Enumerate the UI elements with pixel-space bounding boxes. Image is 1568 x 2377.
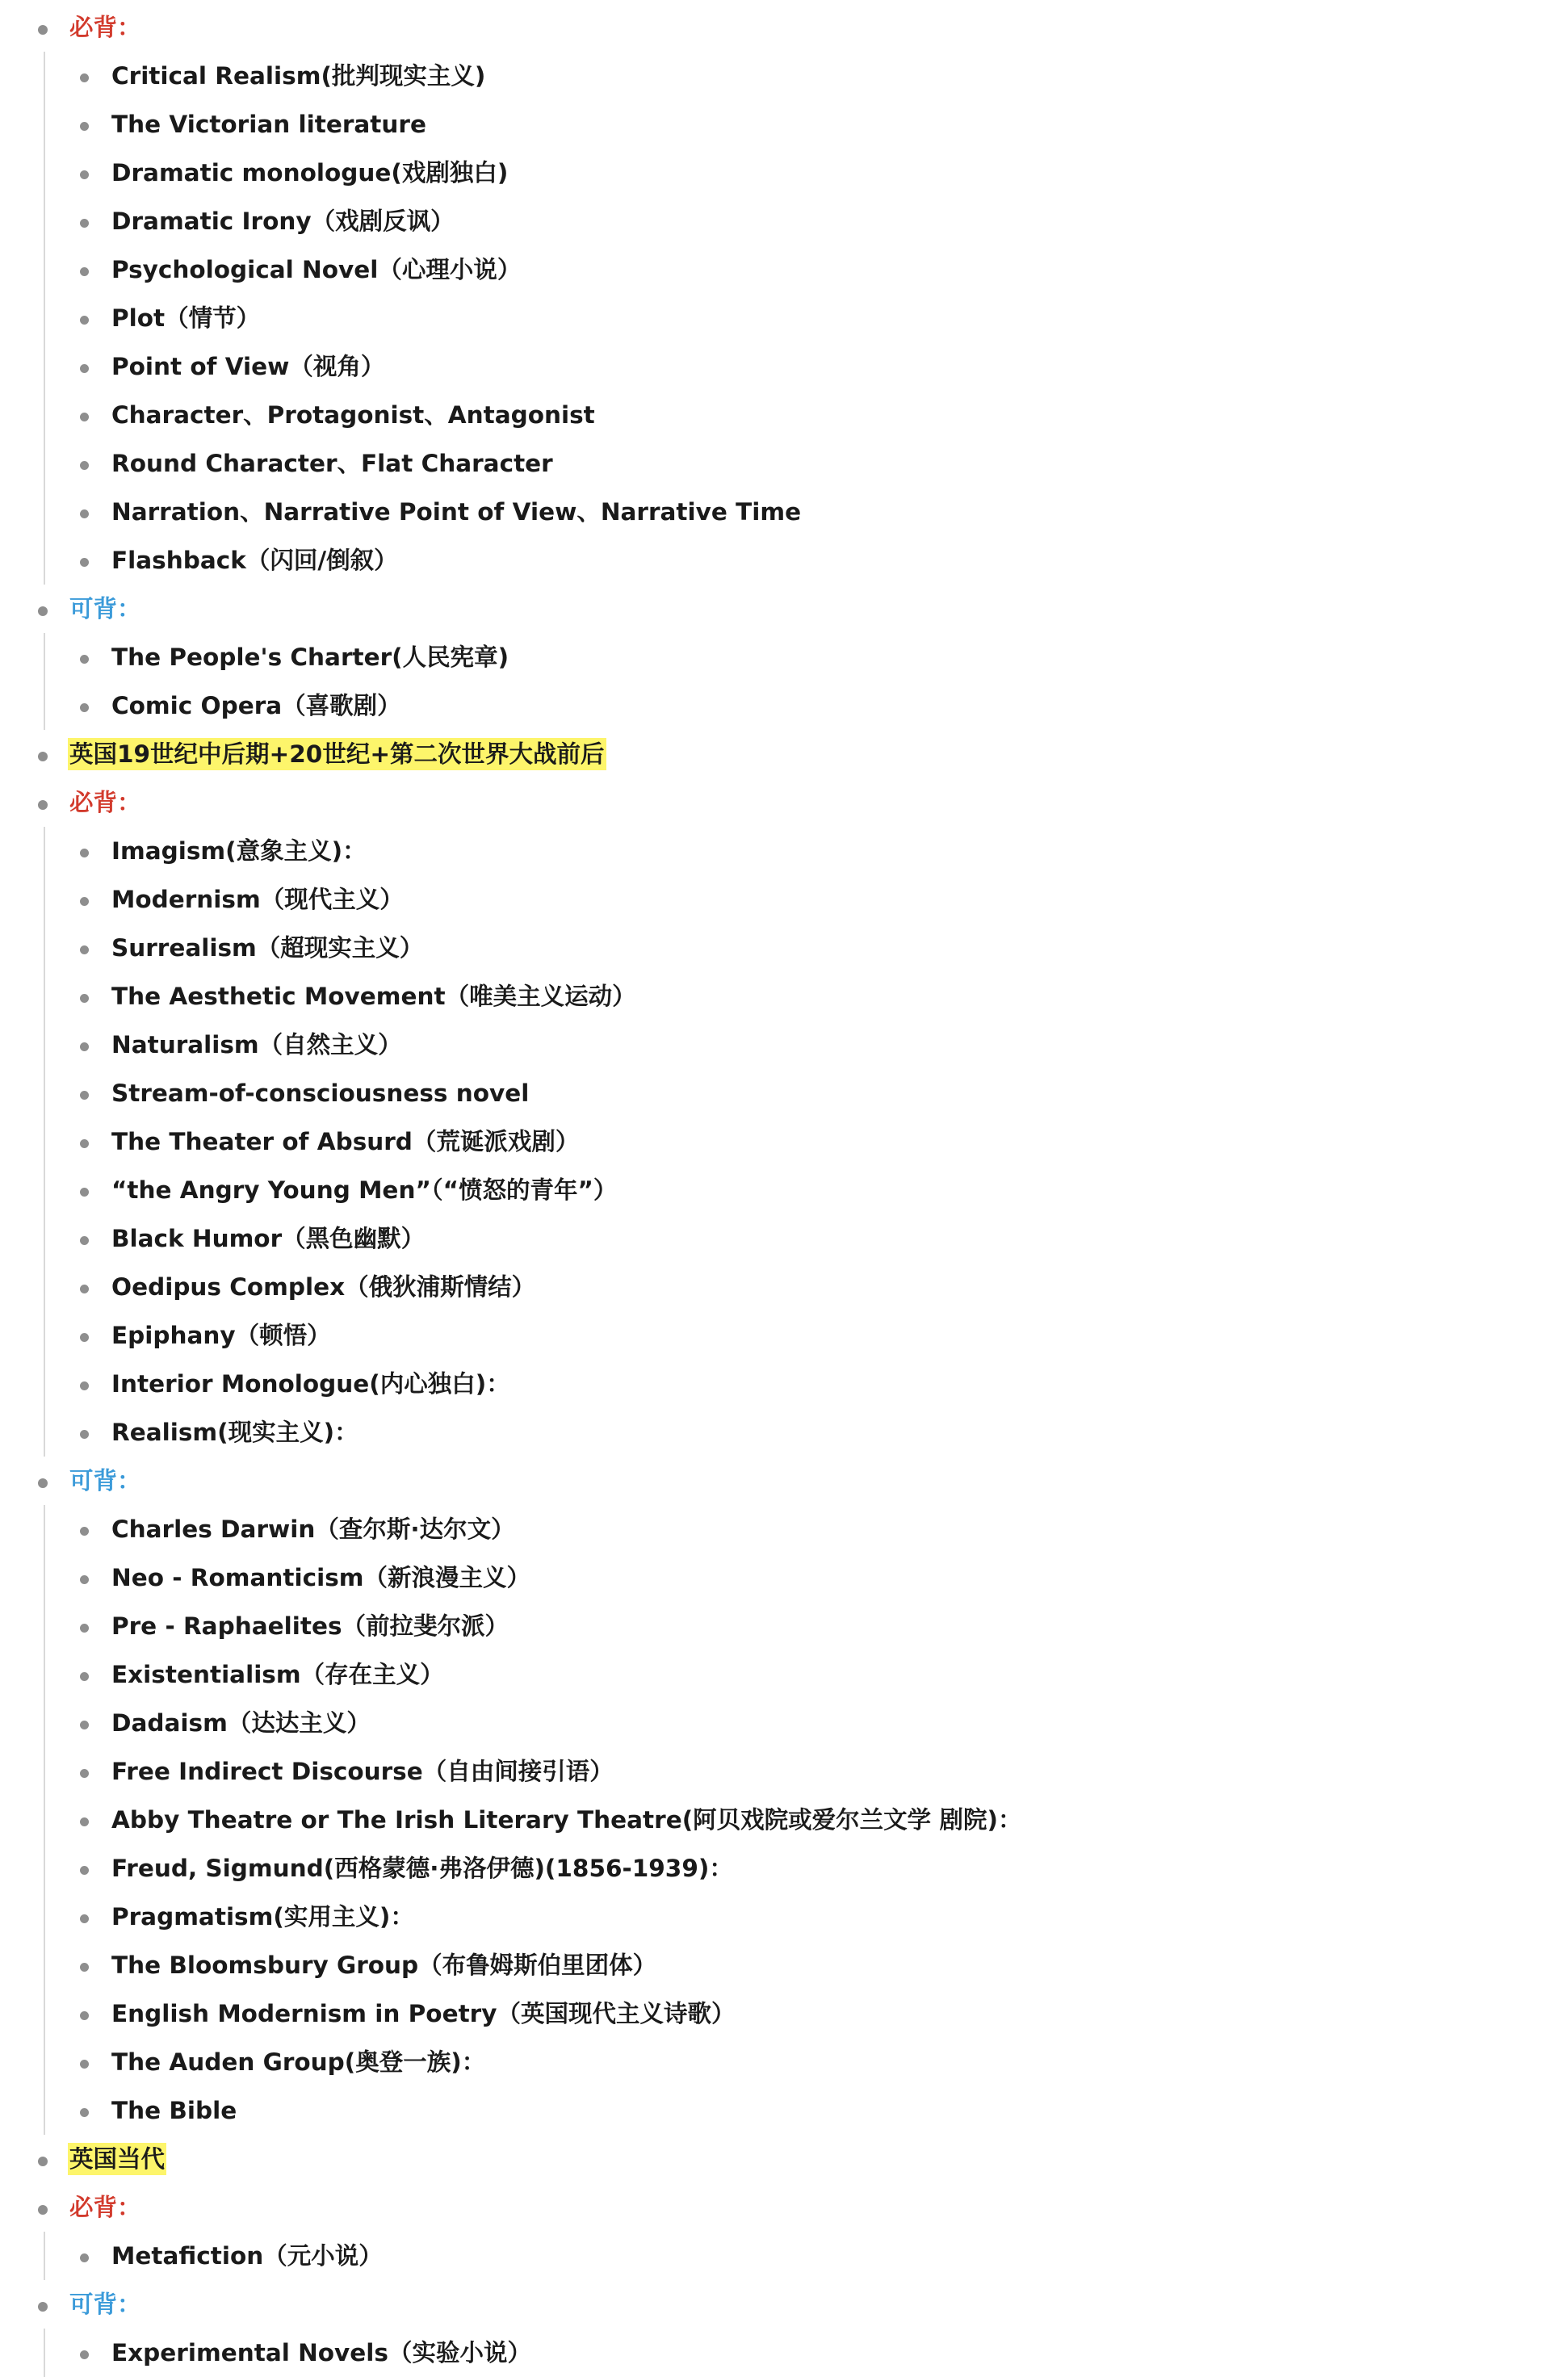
outline-item-text: Neo - Romanticism（新浪漫主义） [111,1564,530,1591]
indent-guide [44,2329,45,2377]
bullet-icon[interactable] [80,122,89,131]
outline-item-text: Psychological Novel（心理小说） [111,256,522,283]
outline-heading[interactable] [0,778,1568,827]
outline-item-text: Dramatic monologue(戏剧独白) [111,159,509,187]
bullet-icon[interactable] [38,25,48,35]
outline-item[interactable] [0,1166,1568,1214]
bullet-icon[interactable] [80,316,89,325]
bullet-icon[interactable] [80,1381,89,1390]
bullet-icon[interactable] [80,655,89,664]
bullet-icon[interactable] [80,1527,89,1536]
indent-guide [44,827,45,1457]
outline-heading[interactable] [0,1457,1568,1505]
outline-item-text: The Auden Group(奥登一族)： [111,2048,486,2076]
outline-item-text: Black Humor（黑色幽默） [111,1225,426,1252]
outline-item[interactable] [0,1311,1568,1360]
outline-item-text: Character、Protagonist、Antagonist [111,401,595,429]
outline-item[interactable] [0,2329,1568,2377]
outline-heading-text: 必背： [69,2194,141,2221]
outline-item[interactable] [0,633,1568,681]
outline-item[interactable] [0,342,1568,391]
bullet-icon[interactable] [38,606,48,616]
outline-item-text: English Modernism in Poetry（英国现代主义诗歌） [111,2000,736,2027]
outline-item[interactable] [0,2232,1568,2280]
bullet-icon[interactable] [80,1769,89,1778]
outline-item[interactable] [0,488,1568,536]
bullet-icon[interactable] [80,897,89,906]
bullet-icon[interactable] [80,267,89,276]
outline-item-text: Metafiction（元小说） [111,2242,383,2270]
outline-item-text: Free Indirect Discourse（自由间接引语） [111,1758,614,1785]
outline-item[interactable] [0,2086,1568,2135]
outline-item[interactable] [0,972,1568,1021]
outline-item-text: Pre - Raphaelites（前拉斐尔派） [111,1612,509,1640]
bullet-icon[interactable] [80,2108,89,2117]
bullet-icon[interactable] [80,1721,89,1729]
outline-item-text: Round Character、Flat Character [111,450,553,477]
indent-guide [44,633,45,730]
bullet-icon[interactable] [80,1139,89,1148]
outline-item[interactable] [0,1069,1568,1117]
outline-item[interactable] [0,1117,1568,1166]
bullet-icon[interactable] [80,2011,89,2020]
outline-item[interactable] [0,149,1568,197]
outline-item-text: Existentialism（存在主义） [111,1661,444,1688]
outline-item-text: Dramatic Irony（戏剧反讽） [111,208,455,235]
bullet-icon[interactable] [80,1624,89,1633]
outline-item-text: Critical Realism(批判现实主义) [111,62,486,90]
outline-item-text: Oedipus Complex（俄狄浦斯情结） [111,1273,536,1301]
outline-item-text: The Bloomsbury Group（布鲁姆斯伯里团体） [111,1951,657,1979]
outline-item[interactable] [0,681,1568,730]
outline-heading[interactable] [0,730,1568,778]
outline-item-text: The People's Charter(人民宪章) [111,644,509,671]
outline-heading[interactable] [0,2183,1568,2232]
outline-item[interactable] [0,1505,1568,1553]
outline-item[interactable] [0,1989,1568,2038]
bullet-icon[interactable] [80,849,89,857]
bullet-icon[interactable] [80,1914,89,1923]
outline-item[interactable] [0,1360,1568,1408]
bullet-icon[interactable] [80,219,89,228]
outline-heading-text: 可背： [69,1467,141,1495]
outline-item[interactable] [0,1699,1568,1747]
outline-item[interactable] [0,1021,1568,1069]
outline-item[interactable] [0,2038,1568,2086]
bullet-icon[interactable] [80,2060,89,2069]
bullet-icon[interactable] [80,170,89,179]
indent-guide [44,1505,45,2135]
outline-item-text: The Bible [111,2097,237,2124]
outline-item[interactable] [0,1796,1568,1844]
outline-item[interactable] [0,1747,1568,1796]
outline-item-text: Realism(现实主义)： [111,1419,358,1446]
outline-item-text: Narration、Narrative Point of View、Narrative Time [111,498,802,526]
outline-item[interactable] [0,536,1568,585]
bullet-icon[interactable] [38,1478,48,1488]
outline-item-text: Pragmatism(实用主义)： [111,1903,414,1931]
bullet-icon[interactable] [80,1963,89,1972]
outline-item-text: Stream-of-consciousness novel [111,1080,530,1107]
outline-item-text: Point of View（视角） [111,353,385,380]
outline-heading-text: 英国19世纪中后期+20世纪+第二次世界大战前后 [68,738,606,770]
bullet-icon[interactable] [38,2302,48,2312]
bullet-icon[interactable] [80,1575,89,1584]
bullet-icon[interactable] [80,1042,89,1051]
outline-item[interactable] [0,391,1568,439]
bullet-icon[interactable] [80,1188,89,1197]
bullet-icon[interactable] [80,1430,89,1439]
outline-item[interactable] [0,1941,1568,1989]
outline-item-text: Comic Opera（喜歌剧） [111,692,401,719]
outline-item[interactable] [0,875,1568,924]
outline-item-text: Flashback（闪回/倒叙） [111,547,398,574]
outline-item-text: Modernism（现代主义） [111,886,404,913]
outline-item-text: The Victorian literature [111,111,426,138]
bullet-icon[interactable] [38,800,48,810]
outline-item-text: Experimental Novels（实验小说） [111,2339,531,2367]
outline-item-text: Epiphany（顿悟） [111,1322,331,1349]
indent-guide [44,2232,45,2280]
outline-heading[interactable] [0,585,1568,633]
outline-heading-text: 可背： [69,2291,141,2318]
bullet-icon[interactable] [80,1333,89,1342]
outline-item[interactable] [0,1602,1568,1650]
bullet-icon[interactable] [80,2253,89,2262]
outline-item-text: Naturalism（自然主义） [111,1031,402,1059]
bullet-icon[interactable] [80,413,89,421]
outline-item-text: The Theater of Absurd（荒诞派戏剧） [111,1128,580,1155]
outline-item[interactable] [0,1214,1568,1263]
bullet-icon[interactable] [80,509,89,518]
outline-item[interactable] [0,1650,1568,1699]
outline-item-text: Abby Theatre or The Irish Literary Theatre(阿贝戏院或爱尔兰文学 剧院)： [111,1806,1022,1834]
bullet-icon[interactable] [80,1236,89,1245]
bullet-icon[interactable] [80,1817,89,1826]
outline-item-text: Imagism(意象主义)： [111,837,367,865]
outline-heading-text: 可背： [69,595,141,623]
bullet-icon[interactable] [80,1672,89,1681]
outline-item-text: Surrealism（超现实主义） [111,934,424,962]
outline-heading-text: 必背： [69,789,141,816]
indent-guide [44,52,45,585]
outline-item[interactable] [0,1263,1568,1311]
bullet-icon[interactable] [80,945,89,954]
bullet-icon[interactable] [80,73,89,82]
outline-heading[interactable] [0,2280,1568,2329]
bullet-icon[interactable] [38,2205,48,2215]
outline-item[interactable] [0,294,1568,342]
outline-item[interactable] [0,827,1568,875]
outline-item[interactable] [0,1408,1568,1457]
bullet-icon[interactable] [38,2157,48,2166]
outline-item[interactable] [0,439,1568,488]
bullet-icon[interactable] [80,461,89,470]
outline-item[interactable] [0,197,1568,245]
bullet-icon[interactable] [80,558,89,567]
outline-item-text: Charles Darwin（查尔斯·达尔文） [111,1515,515,1543]
bullet-icon[interactable] [80,1091,89,1100]
bullet-icon[interactable] [38,752,48,761]
outline-item[interactable] [0,52,1568,100]
bullet-icon[interactable] [80,703,89,712]
outline-heading-text: 必背： [69,14,141,41]
outline-item[interactable] [0,1844,1568,1893]
outline-list [0,3,1568,2377]
outline-item-text: The Aesthetic Movement（唯美主义运动） [111,983,636,1010]
outline-item[interactable] [0,1893,1568,1941]
outline-item-text: Dadaism（达达主义） [111,1709,371,1737]
outline-item[interactable] [0,100,1568,149]
bullet-icon[interactable] [80,364,89,373]
outline-heading[interactable] [0,2135,1568,2183]
bullet-icon[interactable] [80,1866,89,1875]
outline-item-text: “the Angry Young Men”（“愤怒的青年”） [111,1176,618,1204]
outline-item[interactable] [0,245,1568,294]
outline-item[interactable] [0,924,1568,972]
outline-item-text: Interior Monologue(内心独白)： [111,1370,510,1398]
outline-heading-text: 英国当代 [68,2143,166,2175]
outline-item[interactable] [0,1553,1568,1602]
bullet-icon[interactable] [80,994,89,1003]
outline-heading[interactable] [0,3,1568,52]
outline-item-text: Plot（情节） [111,304,261,332]
outline-item-text: Freud, Sigmund(西格蒙德·弗洛伊德)(1856-1939)： [111,1855,733,1882]
bullet-icon[interactable] [80,1285,89,1293]
